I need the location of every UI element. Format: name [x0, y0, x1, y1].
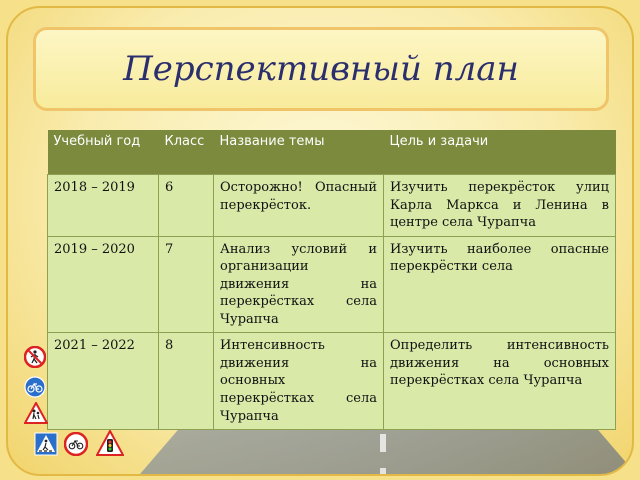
cell-year: 2021 – 2022	[48, 333, 159, 430]
no-pedestrians-sign-icon	[24, 346, 46, 368]
cell-topic: Осторожно! Опасный перекрёсток.	[214, 175, 384, 237]
table-row	[48, 175, 616, 237]
table-row	[48, 236, 616, 333]
page-title: Перспективный план	[123, 49, 519, 89]
cell-grade: 8	[159, 333, 214, 430]
cell-goal: Изучить перекрёсток улиц Карла Маркса и Ленина в центре села Чурапча	[384, 175, 616, 237]
traffic-light-sign-icon	[96, 430, 124, 456]
cell-year: 2019 – 2020	[48, 236, 159, 333]
bicycle-path-sign-icon	[24, 376, 46, 398]
plan-table	[47, 130, 616, 430]
title-box	[33, 27, 609, 111]
cell-topic: Анализ условий и организации движения на перекрёстках села Чурапча	[214, 236, 384, 333]
cell-grade: 6	[159, 175, 214, 237]
no-bicycles-sign-icon	[64, 432, 88, 456]
pedestrian-crossing-sign-icon	[34, 432, 58, 456]
header-topic: Название темы	[214, 130, 384, 175]
cell-goal: Изучить наиболее опасные перекрёстки села	[384, 236, 616, 333]
header-goal: Цель и задачи	[384, 130, 616, 175]
cell-goal: Определить интенсивность движения на основных перекрёстках села Чурапча	[384, 333, 616, 430]
cell-topic: Интенсивность движения на основных перекрёстках села Чурапча	[214, 333, 384, 430]
table-row	[48, 333, 616, 430]
cell-year: 2018 – 2019	[48, 175, 159, 237]
cell-grade: 7	[159, 236, 214, 333]
table-header-row	[48, 130, 616, 175]
header-grade: Класс	[159, 130, 214, 175]
children-crossing-sign-icon	[24, 402, 48, 424]
header-year: Учебный год	[48, 130, 159, 175]
